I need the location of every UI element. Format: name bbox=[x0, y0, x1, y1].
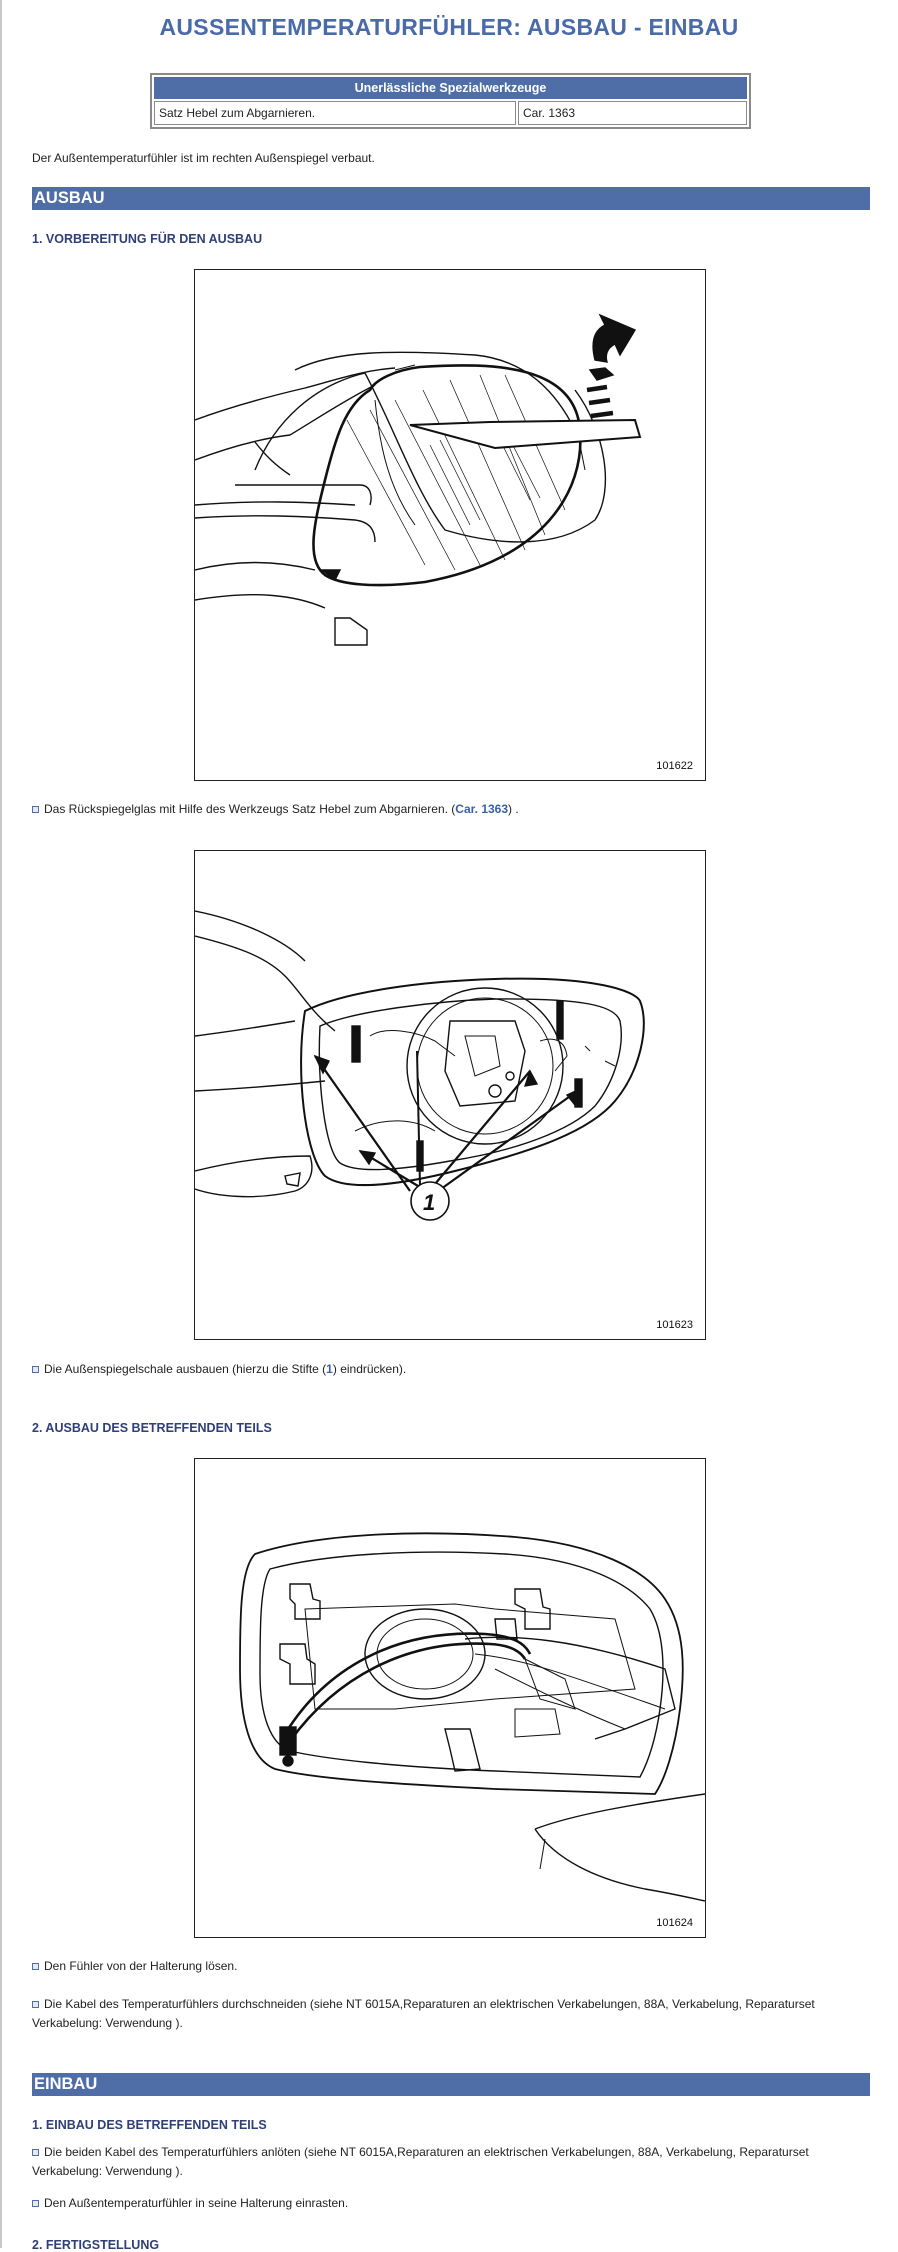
instruction-text: Die beiden Kabel des Temperaturfühlers anlöten (siehe NT 6015A,Reparaturen an elektrischen Verkabelungen, 88A, Verkabelung, Reparaturset Verkabelung: Verwendung ). bbox=[32, 2145, 809, 2178]
step-heading-installation: 1. EINBAU DES BETREFFENDEN TEILS bbox=[32, 2118, 267, 2132]
step-instruction-solder bbox=[32, 2143, 852, 2181]
mirror-glass-illustration bbox=[195, 270, 705, 780]
step-instruction-glass bbox=[32, 800, 519, 819]
step-instruction-detach-sensor bbox=[32, 1957, 237, 1976]
step-instruction-housing bbox=[32, 1360, 406, 1379]
table-row bbox=[154, 101, 747, 125]
page-title: AUSSENTEMPERATURFÜHLER: AUSBAU - EINBAU bbox=[159, 14, 739, 40]
bullet-icon bbox=[32, 1963, 39, 1970]
bullet-icon bbox=[32, 2149, 39, 2156]
instruction-text-end: ) . bbox=[508, 802, 519, 816]
instruction-text-end: ) eindrücken). bbox=[332, 1362, 407, 1376]
figure-id: 101624 bbox=[656, 1917, 693, 1929]
instruction-text: Die Kabel des Temperaturfühlers durchschneiden (siehe NT 6015A,Reparaturen an elektrischen Verkabelungen, 88A, Verkabelung, Reparaturset Verkabelung: Verwendung ). bbox=[32, 1997, 815, 2030]
step-heading-removal: 2. AUSBAU DES BETREFFENDEN TEILS bbox=[32, 1421, 272, 1435]
figure-id: 101622 bbox=[656, 760, 693, 772]
section-heading-einbau: EINBAU bbox=[32, 2073, 870, 2096]
section-heading-ausbau: AUSBAU bbox=[32, 187, 870, 210]
bullet-icon bbox=[32, 1366, 39, 1373]
step-instruction-clip-sensor bbox=[32, 2194, 348, 2213]
intro-text: Der Außentemperaturfühler ist im rechten Außenspiegel verbaut. bbox=[32, 151, 375, 165]
step-heading-completion: 2. FERTIGSTELLUNG bbox=[32, 2238, 160, 2252]
bullet-icon bbox=[32, 2200, 39, 2207]
instruction-text: Das Rückspiegelglas mit Hilfe des Werkzeugs Satz Hebel zum Abgarnieren. ( bbox=[44, 802, 456, 816]
bullet-icon bbox=[32, 806, 39, 813]
callout-number: 1 bbox=[423, 1190, 436, 1215]
left-border bbox=[0, 0, 2, 2248]
step-heading-preparation: 1. VORBEREITUNG FÜR DEN AUSBAU bbox=[32, 232, 263, 246]
tools-table-header: Unerlässliche Spezialwerkzeuge bbox=[154, 77, 747, 99]
instruction-text: Den Außentemperaturfühler in seine Halterung einrasten. bbox=[44, 2196, 349, 2210]
special-tools-table bbox=[150, 73, 751, 129]
figure-sensor-removal bbox=[194, 1458, 706, 1938]
mirror-housing-illustration bbox=[195, 851, 705, 1339]
figure-mirror-housing-removal bbox=[194, 850, 706, 1340]
instruction-text: Die Außenspiegelschale ausbauen (hierzu die Stifte ( bbox=[44, 1362, 327, 1376]
sensor-illustration bbox=[195, 1459, 705, 1937]
pin-reference-link[interactable]: 1 bbox=[326, 1362, 333, 1376]
instruction-text: Den Fühler von der Halterung lösen. bbox=[44, 1959, 238, 1973]
tool-name-cell: Satz Hebel zum Abgarnieren. bbox=[154, 101, 516, 125]
bullet-icon bbox=[32, 2001, 39, 2008]
step-instruction-cut-cables bbox=[32, 1995, 852, 2033]
figure-id: 101623 bbox=[656, 1319, 693, 1331]
tool-reference-link[interactable]: Car. 1363 bbox=[455, 802, 509, 816]
figure-mirror-glass-removal bbox=[194, 269, 706, 781]
tool-code-cell: Car. 1363 bbox=[518, 101, 747, 125]
